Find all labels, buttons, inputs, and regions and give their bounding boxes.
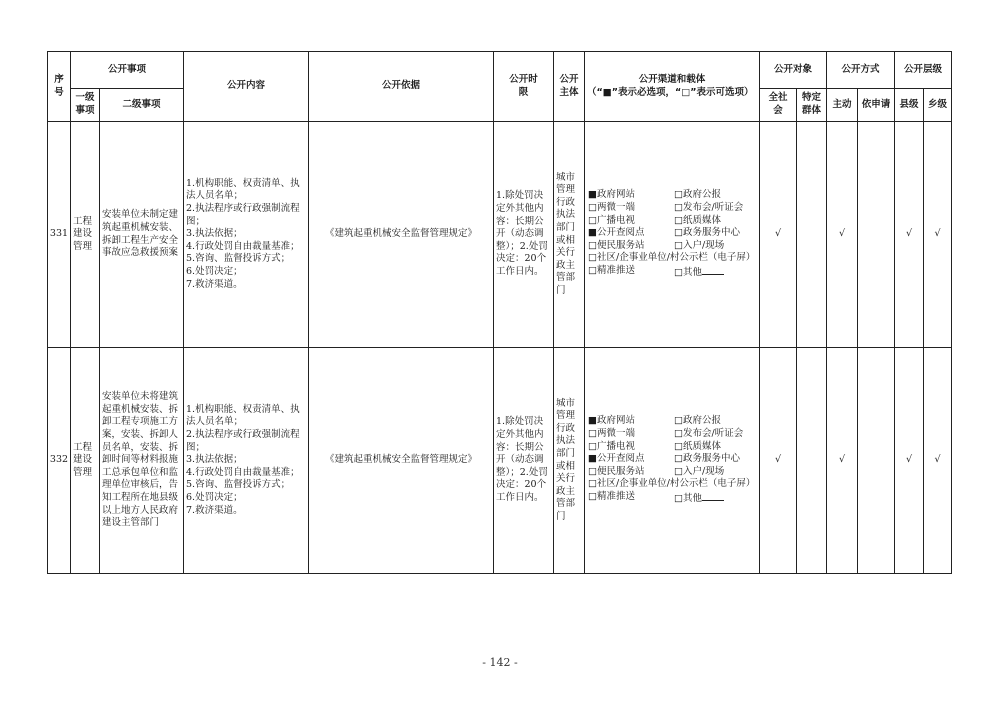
row-target-specific (797, 348, 827, 574)
content-item: 5.咨询、监督投诉方式； (186, 253, 291, 265)
channel-precise: □精准推送 (588, 490, 635, 502)
header-mode-request: 依申请 (858, 89, 895, 122)
channel-visit: □入户/现场 (674, 465, 725, 477)
content-item: 4.行政处罚自由裁量基准； (186, 466, 300, 478)
content-item: 1.机构职能、权责清单、执法人员名单； (186, 177, 300, 202)
row-subject: 城市管理行政执法部门或相关行政主管部门 (554, 122, 585, 348)
header-subject: 公开主体 (554, 52, 585, 122)
table-row (48, 348, 952, 574)
header-level1: 一级事项 (71, 89, 100, 122)
content-item: 7.救济渠道。 (186, 278, 243, 290)
content-item: 2.执法程序或行政强制流程图； (186, 203, 300, 227)
channel-other: □其他 (674, 265, 756, 280)
channel-query-point: ■公开查阅点 (588, 227, 645, 239)
channel-precise: □精准推送 (588, 264, 635, 276)
header-mode-active: 主动 (827, 89, 858, 122)
row-level-county: √ (895, 122, 924, 348)
row-time-limit: 1.除处罚决定外其他内容：长期公开（动态调整）；2.处罚决定：20个工作日内。 (494, 348, 554, 574)
channel-press: □发布会/听证会 (674, 202, 744, 214)
channel-paper: □纸质媒体 (674, 440, 721, 452)
row-mode-active: √ (827, 348, 858, 574)
channel-community: □社区/企事业单位/村公示栏（电子屏） (588, 252, 756, 264)
page-number: - 142 - (482, 656, 518, 669)
header-no: 序号 (48, 52, 71, 122)
channel-two-micro: □两微一端 (588, 428, 635, 440)
row-mode-request (858, 122, 895, 348)
row-mode-request (858, 348, 895, 574)
channel-press: □发布会/听证会 (674, 428, 744, 440)
content-item: 3.执法依据； (186, 228, 243, 240)
row-level-town: √ (924, 122, 952, 348)
channel-gov-site: ■政府网站 (588, 189, 635, 201)
row-basis: 《建筑起重机械安全监督管理规定》 (309, 122, 494, 348)
content-item: 7.救济渠道。 (186, 504, 243, 516)
content-item: 3.执法依据； (186, 454, 243, 466)
row-target-all: √ (760, 348, 797, 574)
channel-gov-site: ■政府网站 (588, 415, 635, 427)
header-mode: 公开方式 (827, 52, 895, 89)
channel-visit: □入户/现场 (674, 239, 725, 251)
table-row (48, 122, 952, 348)
channel-other: □其他 (674, 491, 756, 506)
row-no: 332 (48, 348, 71, 574)
header-row-1 (48, 52, 952, 89)
row-level2: 安装单位未制定建筑起重机械安装、拆卸工程生产安全事故应急救援预案 (100, 122, 184, 348)
header-basis: 公开依据 (309, 52, 494, 122)
content-item: 6.处罚决定； (186, 491, 243, 503)
row-basis: 《建筑起重机械安全监督管理规定》 (309, 348, 494, 574)
disclosure-table (47, 51, 952, 574)
header-level2: 二级事项 (100, 89, 184, 122)
channel-broadcast: □广播电视 (588, 440, 635, 452)
row-target-specific (797, 122, 827, 348)
channel-community: □社区/企事业单位/村公示栏（电子屏） (588, 478, 756, 490)
content-item: 2.执法程序或行政强制流程图； (186, 429, 300, 453)
content-item: 5.咨询、监督投诉方式； (186, 479, 291, 491)
row-level2: 安装单位未将建筑起重机械安装、拆卸工程专项施工方案，安装、拆卸人员名单，安装、拆卸时间等材料报施工总承包单位和监理单位审核后，告知工程所在地县级以上地方人民政府建设主管部门 (100, 348, 184, 574)
header-target-specific: 特定群体 (797, 89, 827, 122)
header-channel-note: （“■”表示必选项，“□”表示可选项） (587, 86, 754, 98)
header-level-county: 县级 (895, 89, 924, 122)
content-item: 6.处罚决定； (186, 265, 243, 277)
header-content: 公开内容 (184, 52, 309, 122)
row-level-county: √ (895, 348, 924, 574)
channel-query-point: ■公开查阅点 (588, 453, 645, 465)
channel-convenience: □便民服务站 (588, 239, 645, 251)
channel-convenience: □便民服务站 (588, 465, 645, 477)
row-content (184, 122, 309, 348)
row-subject: 城市管理行政执法部门或相关行政主管部门 (554, 348, 585, 574)
content-item: 4.行政处罚自由裁量基准； (186, 240, 300, 252)
row-time-limit: 1.除处罚决定外其他内容：长期公开（动态调整）；2.处罚决定：20个工作日内。 (494, 122, 554, 348)
row-level-town: √ (924, 348, 952, 574)
header-level-town: 乡级 (924, 89, 952, 122)
header-matter: 公开事项 (71, 52, 184, 89)
channel-service-center: □政务服务中心 (674, 453, 740, 465)
header-target: 公开对象 (760, 52, 827, 89)
header-time-limit: 公开时限 (494, 52, 554, 122)
row-level1: 工程建设管理 (71, 348, 100, 574)
channel-service-center: □政务服务中心 (674, 227, 740, 239)
header-level: 公开层级 (895, 52, 952, 89)
header-target-all: 全社会 (760, 89, 797, 122)
channel-gazette: □政府公报 (674, 189, 721, 201)
header-channel-title: 公开渠道和载体 (638, 73, 706, 85)
channel-two-micro: □两微一端 (588, 202, 635, 214)
content-item: 1.机构职能、权责清单、执法人员名单； (186, 403, 300, 428)
row-channels (585, 348, 760, 574)
channel-paper: □纸质媒体 (674, 214, 721, 226)
row-content (184, 348, 309, 574)
row-channels (585, 122, 760, 348)
channel-gazette: □政府公报 (674, 415, 721, 427)
header-channel (585, 52, 760, 122)
channel-broadcast: □广播电视 (588, 214, 635, 226)
row-mode-active: √ (827, 122, 858, 348)
row-target-all: √ (760, 122, 797, 348)
row-level1: 工程建设管理 (71, 122, 100, 348)
row-no: 331 (48, 122, 71, 348)
